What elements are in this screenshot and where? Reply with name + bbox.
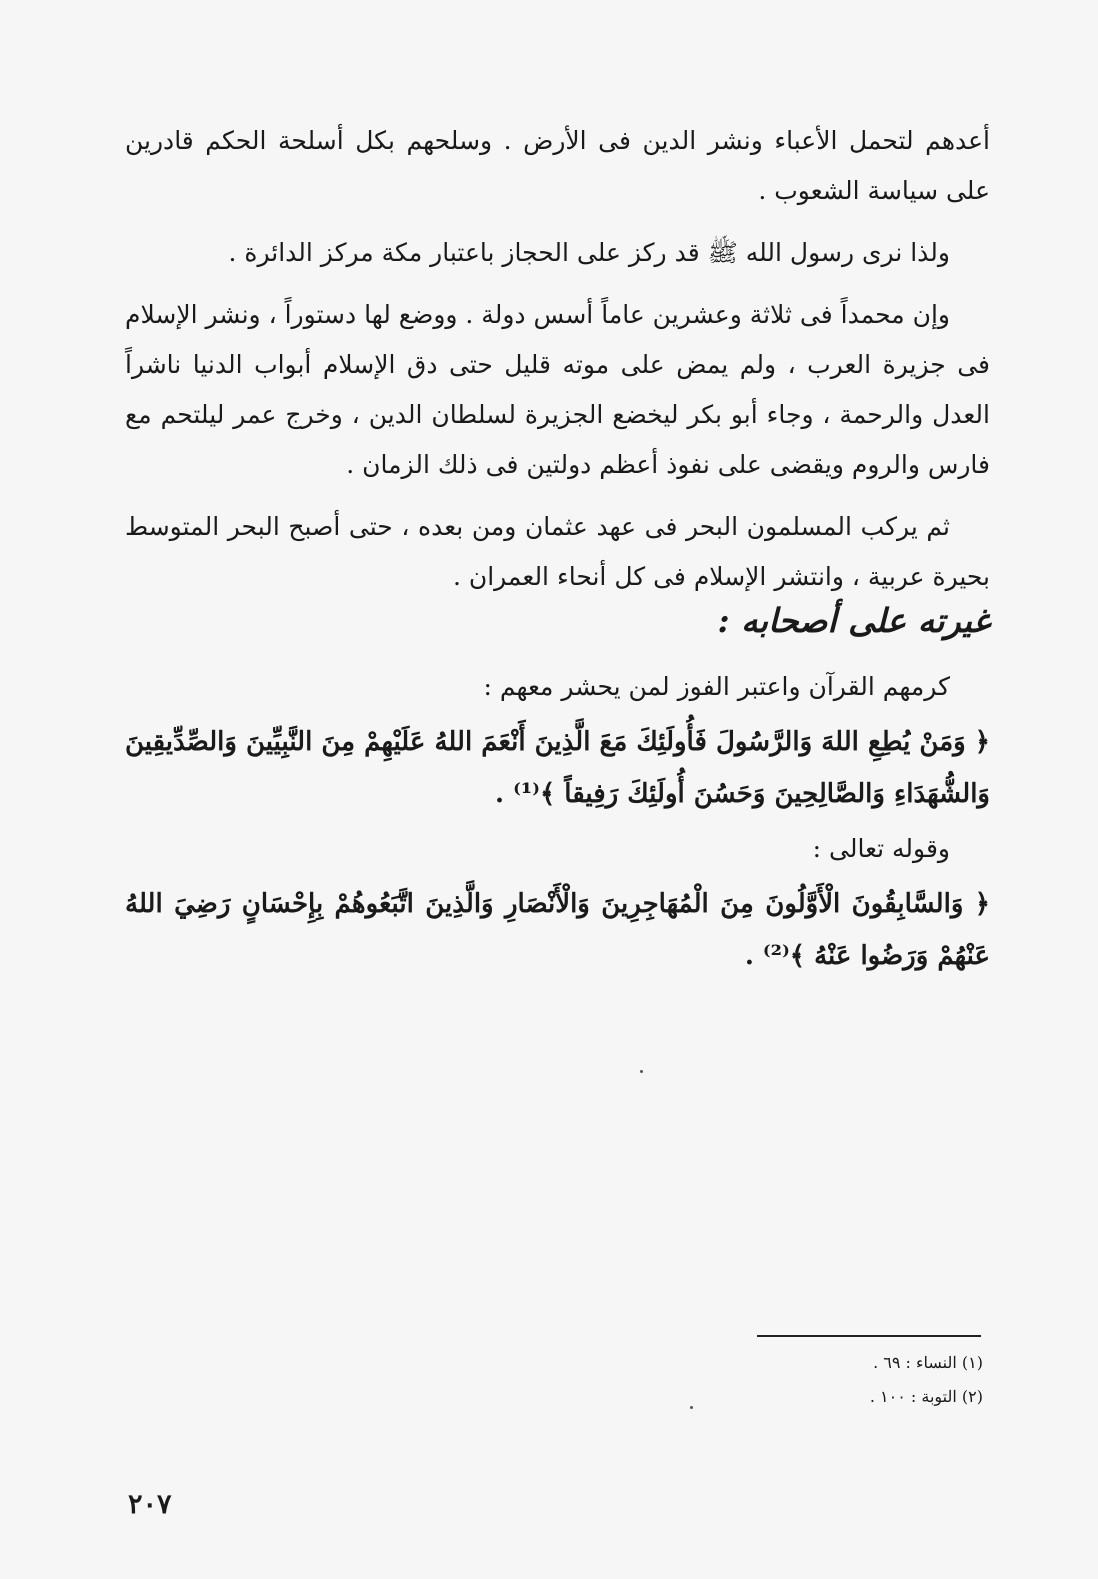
footnote-divider [757,1335,981,1337]
quran-verse-1: ﴿ وَمَنْ يُطِعِ اللهَ وَالرَّسُولَ فَأُولَئِكَ مَعَ الَّذِينَ أَنْعَمَ اللهُ عَلَيْهِمْ مِنَ النَّبِيِّينَ وَالصِّدِّيقِينَ وَالشُّهَدَاءِ وَالصَّالِحِينَ وَحَسُنَ أُولَئِكَ رَفِيقاً ﴾⁽¹⁾ . [125,727,990,809]
footnote-2: (٢) التوبة : ١٠٠ . [869,1387,983,1406]
paragraph-4: ثم يركب المسلمون البحر فى عهد عثمان ومن بعده ، حتى أصبح البحر المتوسط بحيرة عربية ، وانتشر الإسلام فى كل أنحاء العمران . [125,512,990,591]
scan-speck [690,1406,693,1409]
page-number: ٢٠٧ [128,1489,172,1520]
paragraph-2: ولذا نرى رسول الله ﷺ قد ركز على الحجاز باعتبار مكة مركز الدائرة . [228,238,950,267]
section-heading: غيرته على أصحابه : [717,601,990,640]
footnote-1: (١) النساء : ٦٩ . [873,1353,983,1372]
scan-speck [640,1070,643,1073]
paragraph-3: وإن محمداً فى ثلاثة وعشرين عاماً أسس دولة . ووضع لها دستوراً ، ونشر الإسلام فى جزيرة العرب ، ولم يمض على موته قليل حتى دق الإسلام أبواب الدنيا ناشراً العدل والرحمة ، وجاء أبو بكر ليخضع الجزيرة لسلطان الدين ، وخرج عمر ليلتحم مع فارس والروم ويقضى على نفوذ أعظم دولتين فى ذلك الزمان . [125,300,990,479]
intro-line-1: كرمهم القرآن واعتبر الفوز لمن يحشر معهم : [483,672,950,701]
intro-line-2: وقوله تعالى : [812,834,950,863]
body-text-lower [125,662,990,982]
body-text-upper [125,116,990,602]
paragraph-1: أعدهم لتحمل الأعباء ونشر الدين فى الأرض . وسلحهم بكل أسلحة الحكم قادرين على سياسة الشعوب . [125,126,990,205]
quran-verse-2: ﴿ وَالسَّابِقُونَ الْأَوَّلُونَ مِنَ الْمُهَاجِرِينَ وَالْأَنْصَارِ وَالَّذِينَ اتَّبَعُوهُمْ بِإِحْسَانٍ رَضِيَ اللهُ عَنْهُمْ وَرَضُوا عَنْهُ ﴾⁽²⁾ . [125,889,990,971]
